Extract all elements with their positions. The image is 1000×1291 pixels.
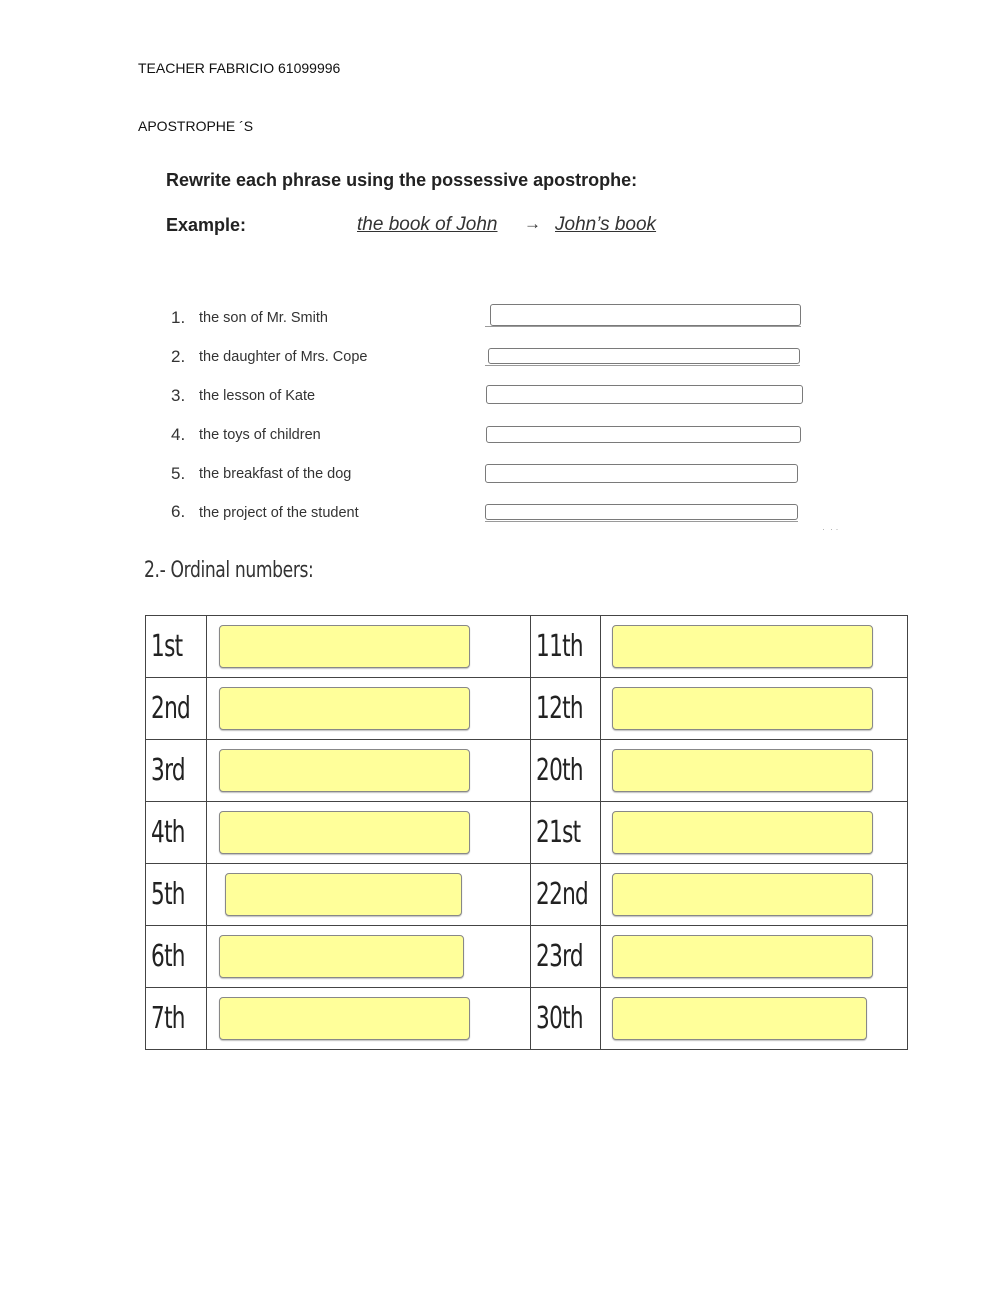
answer-cell <box>207 616 531 678</box>
table-row <box>146 802 908 864</box>
question-text: the breakfast of the dog <box>199 466 352 482</box>
ordinal-label: 3rd <box>151 753 185 788</box>
ordinal-cell <box>531 988 601 1050</box>
ordinal-cell <box>146 740 207 802</box>
question-number: 5. <box>171 464 186 483</box>
ordinal-label: 20th <box>536 753 583 788</box>
ordinal-cell <box>531 678 601 740</box>
answer-cell <box>601 926 908 988</box>
ordinal-label: 21st <box>536 815 581 850</box>
example-label: Example: <box>166 215 247 235</box>
answer-input-5[interactable] <box>485 464 798 483</box>
answer-input-21st[interactable] <box>612 811 873 854</box>
answer-input-20th[interactable] <box>612 749 873 792</box>
answer-input-2nd[interactable] <box>219 687 470 730</box>
answer-cell <box>207 678 531 740</box>
section-2-title: 2.- Ordinal numbers: <box>144 558 314 583</box>
ordinal-cell <box>146 616 207 678</box>
table-row <box>146 864 908 926</box>
answer-input-3rd[interactable] <box>219 749 470 792</box>
scan-specks: · · · <box>822 524 839 534</box>
table-row <box>146 988 908 1050</box>
answer-cell <box>601 864 908 926</box>
ordinal-label: 12th <box>536 691 583 726</box>
ordinal-cell <box>146 802 207 864</box>
ordinal-cell <box>531 864 601 926</box>
ordinal-label: 1st <box>151 629 183 664</box>
instruction-text: Rewrite each phrase using the possessive apostrophe: <box>166 170 638 190</box>
answer-cell <box>601 616 908 678</box>
example-phrase: the book of John <box>357 214 498 235</box>
answer-underline <box>485 521 798 522</box>
answer-input-11th[interactable] <box>612 625 873 668</box>
question-number: 4. <box>171 425 186 444</box>
arrow-icon: → <box>524 214 541 233</box>
answer-underline <box>485 326 801 327</box>
answer-input-22nd[interactable] <box>612 873 873 916</box>
ordinal-cell <box>531 802 601 864</box>
answer-cell <box>207 864 531 926</box>
answer-input-4[interactable] <box>486 426 801 443</box>
table-row <box>146 926 908 988</box>
ordinal-label: 7th <box>151 1001 185 1036</box>
answer-input-4th[interactable] <box>219 811 470 854</box>
question-text: the daughter of Mrs. Cope <box>199 349 368 365</box>
ordinal-label: 11th <box>536 629 583 664</box>
answer-input-2[interactable] <box>488 348 800 364</box>
ordinal-label: 4th <box>151 815 185 850</box>
answer-input-7th[interactable] <box>219 997 470 1040</box>
answer-input-3[interactable] <box>486 385 803 404</box>
answer-cell <box>601 740 908 802</box>
question-text: the lesson of Kate <box>199 388 316 404</box>
question-number: 1. <box>171 308 186 327</box>
teacher-line: TEACHER FABRICIO 61099996 <box>138 60 341 76</box>
ordinal-cell <box>531 926 601 988</box>
answer-cell <box>601 988 908 1050</box>
ordinal-table <box>145 615 908 1050</box>
answer-input-1[interactable] <box>490 304 801 326</box>
question-text: the toys of children <box>199 427 321 443</box>
ordinal-cell <box>531 740 601 802</box>
ordinal-label: 22nd <box>536 877 589 912</box>
answer-cell <box>207 988 531 1050</box>
answer-cell <box>207 926 531 988</box>
answer-input-1st[interactable] <box>219 625 470 668</box>
answer-input-23rd[interactable] <box>612 935 873 978</box>
ordinal-cell <box>531 616 601 678</box>
answer-input-5th[interactable] <box>225 873 462 916</box>
question-text: the son of Mr. Smith <box>199 310 328 326</box>
question-number: 3. <box>171 386 186 405</box>
table-row <box>146 616 908 678</box>
ordinal-cell <box>146 678 207 740</box>
ordinal-label: 2nd <box>151 691 191 726</box>
answer-cell <box>601 802 908 864</box>
answer-input-12th[interactable] <box>612 687 873 730</box>
answer-cell <box>601 678 908 740</box>
ordinal-cell <box>146 988 207 1050</box>
ordinal-label: 5th <box>151 877 185 912</box>
table-row <box>146 740 908 802</box>
question-number: 6. <box>171 502 186 521</box>
question-number: 2. <box>171 347 186 366</box>
table-row <box>146 678 908 740</box>
ordinal-cell <box>146 864 207 926</box>
answer-underline <box>485 365 800 366</box>
answer-cell <box>207 740 531 802</box>
ordinal-cell <box>146 926 207 988</box>
answer-cell <box>207 802 531 864</box>
question-text: the project of the student <box>199 505 359 521</box>
answer-input-6th[interactable] <box>219 935 464 978</box>
example-answer: John’s book <box>555 214 657 235</box>
ordinal-label: 6th <box>151 939 185 974</box>
ordinal-label: 30th <box>536 1001 583 1036</box>
ordinal-label: 23rd <box>536 939 583 974</box>
answer-input-30th[interactable] <box>612 997 867 1040</box>
answer-input-6[interactable] <box>485 504 798 520</box>
topic-title: APOSTROPHE ´S <box>138 118 254 134</box>
